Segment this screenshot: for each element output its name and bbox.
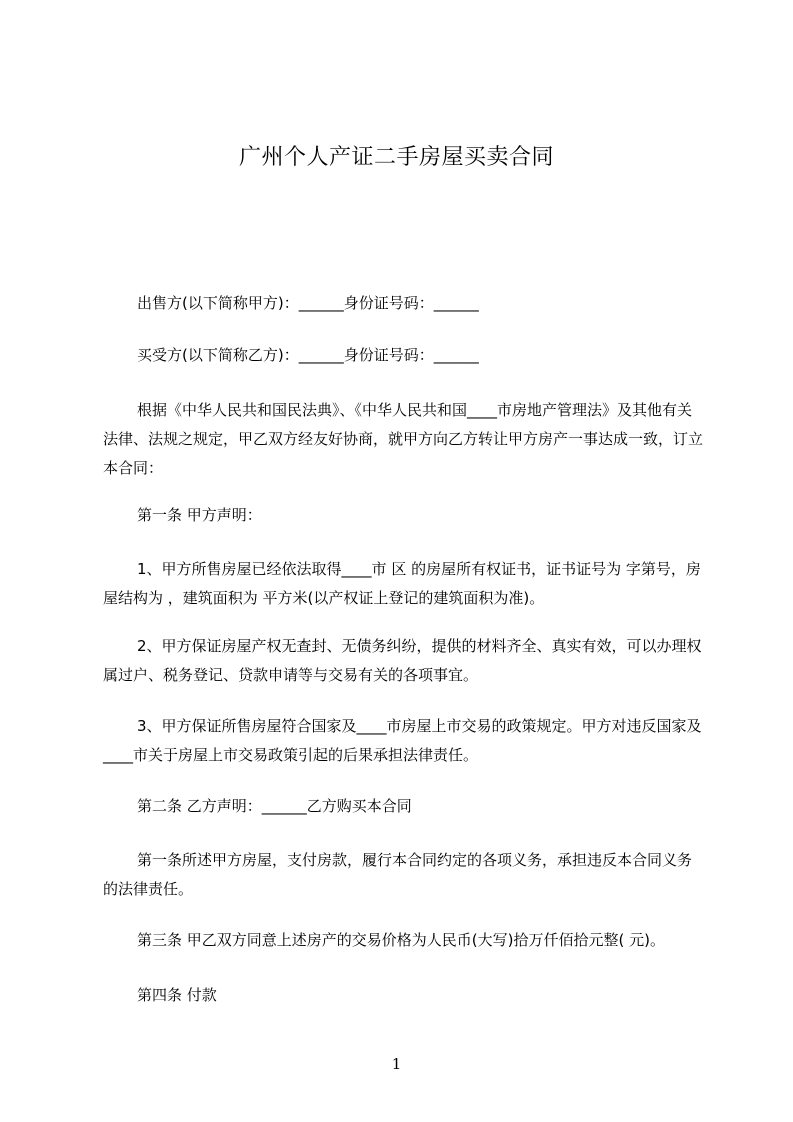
article-4-heading: 第四条 付款 (137, 986, 217, 1004)
article-1-clause-3: 3、甲方保证所售房屋符合国家及____市房屋上市交易的政策规定。甲方对违反国家及____市关于房屋上市交易政策引起的后果承担法律责任。 (103, 717, 702, 764)
article-2-body: 第一条所述甲方房屋，支付房款，履行本合同约定的各项义务，承担违反本合同义务的法律责任。 (103, 851, 693, 898)
article-2-heading: 第二条 乙方声明：______乙方购买本合同 (137, 797, 412, 815)
article-3: 第三条 甲乙双方同意上述房产的交易价格为人民币(大写)拾万仟佰拾元整( 元)。 (137, 931, 665, 949)
preamble-paragraph: 根据《中华人民共和国民法典》、《中华人民共和国____市房地产管理法》及其他有关法律、法规之规定，甲乙双方经友好协商，就甲方向乙方转让甲方房产一事达成一致，订立本合同： (103, 401, 704, 477)
document-title: 广州个人产证二手房屋买卖合同 (238, 145, 554, 170)
page-number: 1 (391, 1055, 402, 1073)
article-1-clause-2: 2、甲方保证房屋产权无查封、无债务纠纷，提供的材料齐全、真实有效，可以办理权属过户、税务登记、贷款申请等与交易有关的各项事宜。 (103, 637, 702, 684)
buyer-line: 买受方(以下简称乙方)：______身份证号码：______ (137, 346, 479, 364)
article-1-clause-1: 1、甲方所售房屋已经依法取得____市 区 的房屋所有权证书，证书证号为 字第号，房屋结构为 ，建筑面积为 平方米(以产权证上登记的建筑面积为准)。 (103, 560, 701, 607)
article-1-heading: 第一条 甲方声明： (137, 506, 262, 524)
seller-line: 出售方(以下简称甲方)：______身份证号码：______ (137, 294, 479, 312)
